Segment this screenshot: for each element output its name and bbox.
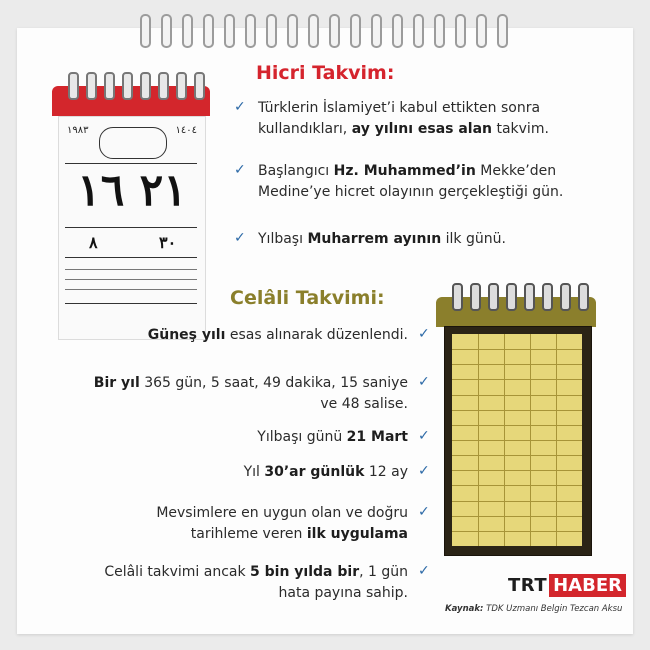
ring-icon: [476, 14, 487, 48]
ring-icon: [266, 14, 277, 48]
hicri-day-digits: ٢١ ١٦: [77, 165, 187, 216]
check-icon: ✓: [418, 374, 430, 390]
grid-line: [452, 349, 582, 350]
check-icon: ✓: [418, 463, 430, 479]
celali-title: Celâli Takvimi:: [230, 287, 385, 309]
calendar-grid: [452, 334, 582, 546]
source-credit: Kaynak: TDK Uzmanı Belgin Tezcan Aksu: [445, 604, 623, 614]
hicri-year-left: ١٩٨٣: [67, 125, 89, 136]
calendar-page: [58, 116, 206, 340]
grid-line: [452, 364, 582, 365]
hicri-year-right: ١٤٠٤: [175, 125, 197, 136]
ring-icon: [203, 14, 214, 48]
check-icon: ✓: [418, 326, 430, 342]
hicri-num-right: ٣٠: [159, 233, 177, 252]
ring-icon: [455, 14, 466, 48]
ring-icon: [182, 14, 193, 48]
grid-line: [452, 440, 582, 441]
ring-icon: [434, 14, 445, 48]
grid-line: [452, 379, 582, 380]
ring-icon: [350, 14, 361, 48]
ring-icon: [413, 14, 424, 48]
check-icon: ✓: [234, 162, 246, 178]
ring-icon: [287, 14, 298, 48]
ring-icon: [329, 14, 340, 48]
ring-icon: [140, 14, 151, 48]
grid-line: [452, 516, 582, 517]
ring-icon: [392, 14, 403, 48]
celali-item-4: Yıl 30’ar günlük 12 ay: [243, 464, 408, 480]
hicri-title: Hicri Takvim:: [256, 62, 395, 84]
grid-line: [556, 334, 557, 546]
grid-line: [478, 334, 479, 546]
grid-line: [452, 410, 582, 411]
hicri-item-2: Başlangıcı Hz. Muhammed’in Mekke’den Medine’ye hicret olayının gerçekleştiği gün.: [258, 163, 564, 200]
celali-item-1: Güneş yılı esas alınarak düzenlendi.: [147, 327, 408, 343]
check-icon: ✓: [234, 99, 246, 115]
hicri-calendar-illustration: [52, 70, 210, 275]
grid-line: [452, 455, 582, 456]
ring-icon: [245, 14, 256, 48]
celali-item-3: Yılbaşı günü 21 Mart: [257, 429, 408, 445]
binder-rings: [140, 14, 510, 48]
grid-line: [452, 501, 582, 502]
grid-line: [452, 425, 582, 426]
celali-item-6: Celâli takvimi ancak 5 bin yılda bir, 1 gün hata payına sahip.: [104, 564, 408, 601]
check-icon: ✓: [418, 428, 430, 444]
ring-icon: [224, 14, 235, 48]
celali-item-5: Mevsimlere en uygun olan ve doğru tarihleme veren ilk uygulama: [156, 505, 408, 542]
check-icon: ✓: [418, 563, 430, 579]
check-icon: ✓: [418, 504, 430, 520]
ring-icon: [161, 14, 172, 48]
grid-line: [452, 470, 582, 471]
check-icon: ✓: [234, 230, 246, 246]
ring-icon: [308, 14, 319, 48]
celali-item-2: Bir yıl 365 gün, 5 saat, 49 dakika, 15 saniye ve 48 salise.: [93, 375, 408, 412]
hicri-item-1: Türklerin İslamiyet’i kabul ettikten sonra kullandıkları, ay yılını esas alan takvim.: [258, 100, 549, 137]
hicri-num-left: ٨: [89, 233, 98, 252]
grid-line: [530, 334, 531, 546]
grid-line: [452, 395, 582, 396]
grid-line: [452, 485, 582, 486]
calendar-page: [444, 326, 592, 556]
grid-line: [452, 531, 582, 532]
trt-haber-logo: TRT HABER: [508, 575, 626, 596]
grid-line: [504, 334, 505, 546]
celali-calendar-illustration: [436, 282, 596, 552]
ring-icon: [371, 14, 382, 48]
ring-icon: [497, 14, 508, 48]
hicri-item-3: Yılbaşı Muharrem ayının ilk günü.: [258, 231, 506, 247]
